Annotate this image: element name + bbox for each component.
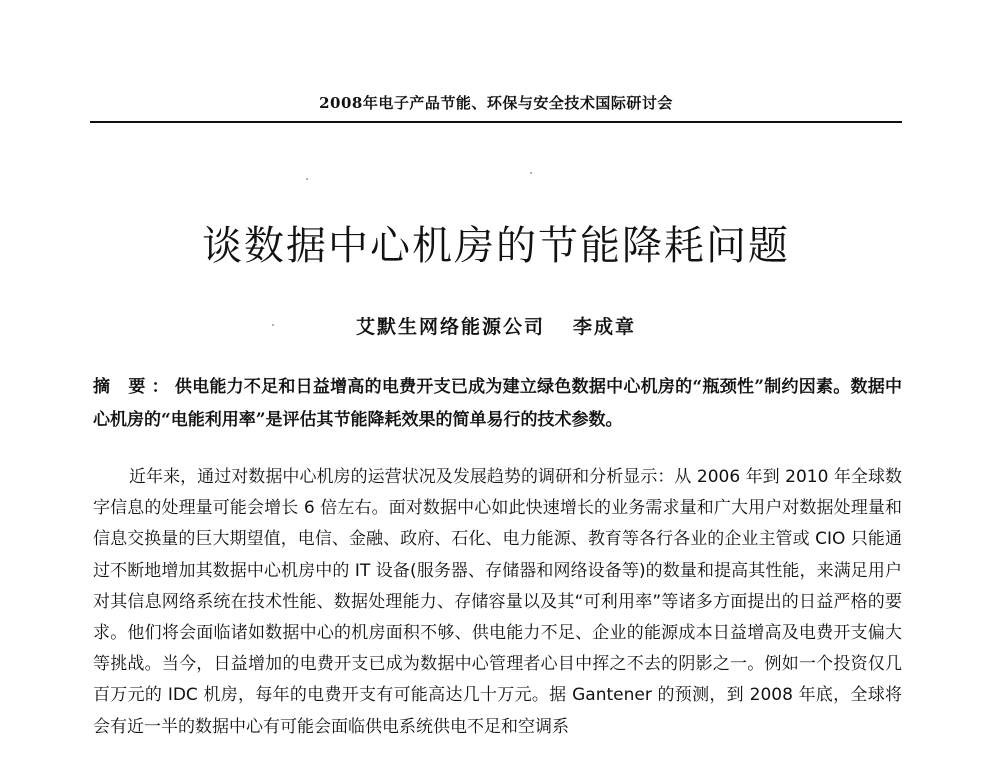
article-title: 谈数据中心机房的节能降耗问题 xyxy=(202,223,790,269)
header-rule xyxy=(90,121,902,123)
author-name: 李成章 xyxy=(573,316,637,338)
affiliation: 艾默生网络能源公司 xyxy=(355,316,545,338)
abstract-label: 摘 要： xyxy=(93,377,175,397)
abstract-text: 供电能力不足和日益增高的电费开支已成为建立绿色数据中心机房的“瓶颈性”制约因素。数据中心机房的“电能利用率”是评估其节能降耗效果的简单易行的技术参数。 xyxy=(93,377,902,430)
abstract xyxy=(93,371,902,437)
scan-speck xyxy=(530,172,532,174)
author-line xyxy=(90,312,902,339)
scan-speck xyxy=(306,178,308,180)
body-paragraph: 近年来，通过对数据中心机房的运营状况及发展趋势的调研和分析显示：从 2006 年到 2010 年全球数字信息的处理量可能会增长 6 倍左右。面对数据中心如此快速增长的业务需求量和广大用户对数据处理量和信息交换量的巨大期望值，电信、金融、政府、石化、电力能源、教育等各行各业的企业主管或 CIO 只能通过不断地增加其数据中心机房中的 IT 设备(服务器、存储器和网络设备等)的数量和提高其性能，来满足用户对其信息网络系统在技术性能、数据处理能力、存储容量以及其“可利用率”等诸多方面提出的日益严格的要求。他们将会面临诸如数据中心的机房面积不够、供电能力不足、企业的能源成本日益增高及电费开支偏大等挑战。当今，日益增加的电费开支已成为数据中心管理者心目中挥之不去的阴影之一。例如一个投资仅几百万元的 IDC 机房，每年的电费开支有可能高达几十万元。据 Gantener 的预测，到 2008 年底，全球将会有近一半的数据中心有可能会面临供电系统供电不足和空调系 xyxy=(93,467,902,737)
running-header: 2008年电子产品节能、环保与安全技术国际研讨会 xyxy=(319,94,673,112)
